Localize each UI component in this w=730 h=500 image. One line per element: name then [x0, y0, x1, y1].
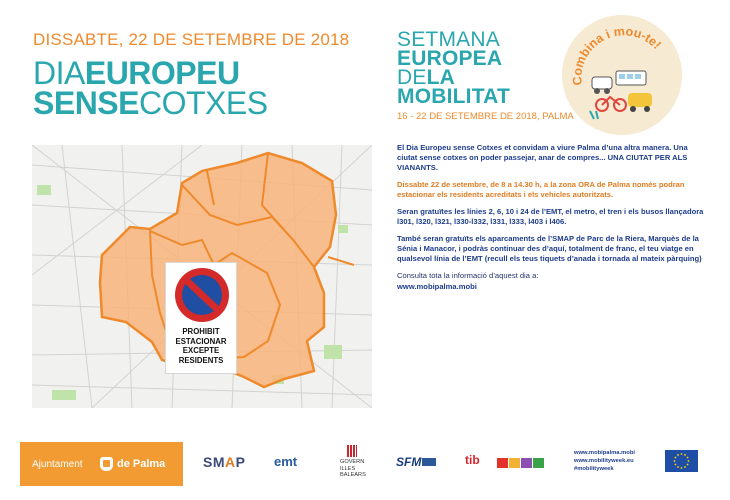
week-line-1: SETMANA — [397, 28, 500, 51]
govern-line-3: BALEARS — [340, 472, 366, 478]
eu-star — [681, 467, 683, 469]
info-text — [397, 143, 707, 299]
eu-star — [684, 466, 686, 468]
eu-star — [688, 460, 690, 462]
hashtag-mobilityweek: #mobilityweek — [574, 466, 614, 472]
eu-star — [687, 464, 689, 466]
badge-text: Combina i mou-te! — [570, 24, 664, 86]
ajuntament-logo — [20, 442, 183, 486]
eu-star — [684, 454, 686, 456]
info-parking: Dissabte 22 de setembre, de 8 a 14.30 h, a la zona ORA de Palma només podran estacionar els residents acreditats i els vehicles autoritzats. — [397, 180, 685, 199]
govern-line-2: ILLES — [340, 465, 356, 472]
eu-star — [675, 464, 677, 466]
eu-star — [677, 466, 679, 468]
govern-logo — [340, 445, 366, 479]
info-free-lines: Seran gratuïtes les línies 2, 6, 10 i 24 de l’EMT, el metro, el tren i els busos llançadora l301, l320, l321, l330-l332, l331, l333, l403 i l406. — [397, 207, 704, 226]
smap-logo: SMAP — [203, 454, 246, 470]
sfm-bar-icon — [422, 458, 436, 466]
footer-logos — [0, 440, 730, 490]
web-links — [574, 449, 635, 473]
emt-logo: emt — [274, 454, 298, 469]
title-word-cotxes: COTXES — [138, 85, 268, 121]
info-intro: El Dia Europeu sense Cotxes et convidam a viure Palma d’una altra manera. Una ciutat sense cotxes on poder passejar, anar de compres... UNA CIUTAT PER ALS VIANANTS. — [397, 143, 688, 172]
combina-badge — [562, 15, 682, 135]
mobility-week-title — [397, 30, 510, 106]
no-parking-icon — [171, 266, 233, 324]
ajuntament-text: Ajuntament — [32, 459, 83, 470]
info-smap-parking: També seran gratuïts els aparcaments de l’SMAP de Parc de la Riera, Marquès de la Sénia i Manacor, i podràs continuar des d’aquí, totalment de franc, el teu viatge en qualsevol línia de l’EMT (recull els teus tiquets d’anada i tornada al mateix pàrquing) — [397, 234, 702, 263]
square-purple-icon — [521, 458, 532, 468]
combina-badge-graphic — [562, 15, 682, 135]
eu-star — [674, 460, 676, 462]
tib-logo: tib — [465, 453, 480, 467]
palma-crest-icon — [100, 457, 113, 471]
sign-line-2: ESTACIONAR — [175, 336, 227, 346]
sign-text — [166, 327, 236, 365]
transport-squares — [497, 455, 545, 473]
sfm-logo: SFM — [396, 455, 436, 469]
title-line-1 — [33, 55, 268, 91]
sign-line-1: PROHIBIT — [182, 327, 220, 336]
eu-star — [675, 457, 677, 459]
de-palma-text: de Palma — [117, 458, 166, 470]
page-title — [33, 55, 268, 121]
eu-flag-icon — [665, 450, 698, 472]
title-word-dia: DIA — [33, 55, 85, 91]
eu-star — [677, 454, 679, 456]
sign-line-4: RESIDENTS — [178, 355, 224, 365]
web-link-mobilityweek[interactable]: www.mobilityweek.eu — [574, 458, 634, 464]
week-line-2: EUROPEA — [397, 47, 503, 70]
square-yellow-icon — [509, 458, 520, 468]
event-date: DISSABTE, 22 DE SETEMBRE DE 2018 — [33, 30, 350, 49]
govern-line-1: GOVERN — [340, 459, 365, 465]
info-url-link[interactable]: www.mobipalma.mobi — [397, 282, 477, 291]
square-green-icon — [533, 458, 544, 468]
week-word-la: LA — [426, 66, 455, 89]
web-link-mobipalma[interactable]: www.mobipalma.mobi — [574, 450, 635, 456]
title-word-sense: SENSE — [33, 85, 139, 121]
week-dates: 16 - 22 DE SETEMBRE DE 2018, PALMA — [397, 111, 574, 122]
square-red-icon — [497, 458, 508, 468]
week-line-4: MOBILITAT — [397, 85, 510, 108]
title-line-2 — [33, 85, 268, 121]
eu-star — [687, 457, 689, 459]
no-parking-sign — [165, 262, 237, 374]
govern-mark-icon — [347, 445, 357, 457]
info-more: Consulta tota la informació d’aquest dia a: — [397, 271, 539, 280]
eu-star — [681, 453, 683, 455]
title-word-europeu: EUROPEU — [84, 55, 240, 91]
week-word-de: DE — [397, 66, 427, 89]
sign-line-3: EXCEPTE — [182, 346, 220, 355]
